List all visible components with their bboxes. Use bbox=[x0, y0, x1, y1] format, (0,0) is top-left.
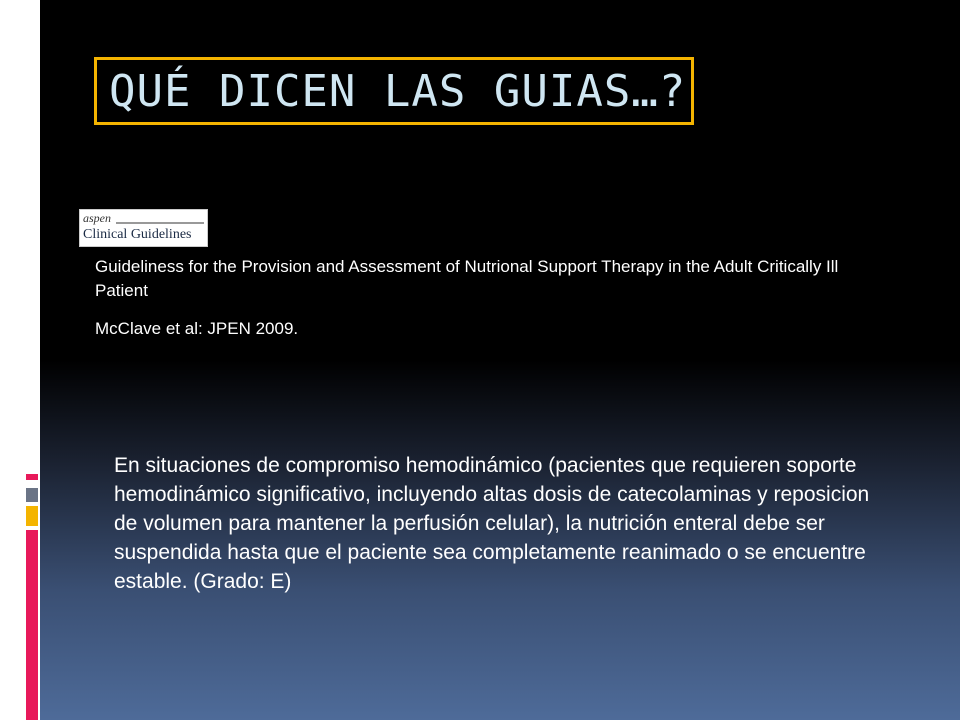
aspen-logo bbox=[79, 209, 208, 247]
logo-small-text: aspen bbox=[83, 211, 111, 225]
reference-title: Guideliness for the Provision and Assessment of Nutrional Support Therapy in the Adult Critically Ill Patient bbox=[95, 257, 839, 300]
title-box bbox=[94, 57, 694, 125]
slide-title: QUÉ DICEN LAS GUIAS…? bbox=[109, 65, 687, 117]
logo-divider bbox=[116, 222, 204, 224]
reference-citation: McClave et al: JPEN 2009. bbox=[95, 319, 299, 338]
accent-bar-red-top bbox=[26, 474, 38, 480]
logo-main-text: Clinical Guidelines bbox=[83, 227, 192, 242]
left-decorative-band bbox=[0, 0, 40, 720]
body-paragraph: En situaciones de compromiso hemodinámico (pacientes que requieren soporte hemodinámico significativo, incluyendo altas dosis de catecolaminas y reposicion de volumen para mantener la perfusión celular), la nutrición enteral debe ser suspendida hasta que el paciente sea completamente reanimado o se encuentre estable. (Grado: E) bbox=[114, 454, 870, 593]
accent-bar-red-bottom bbox=[26, 530, 38, 720]
accent-bar-gray bbox=[26, 488, 38, 502]
accent-bar-yellow bbox=[26, 506, 38, 526]
